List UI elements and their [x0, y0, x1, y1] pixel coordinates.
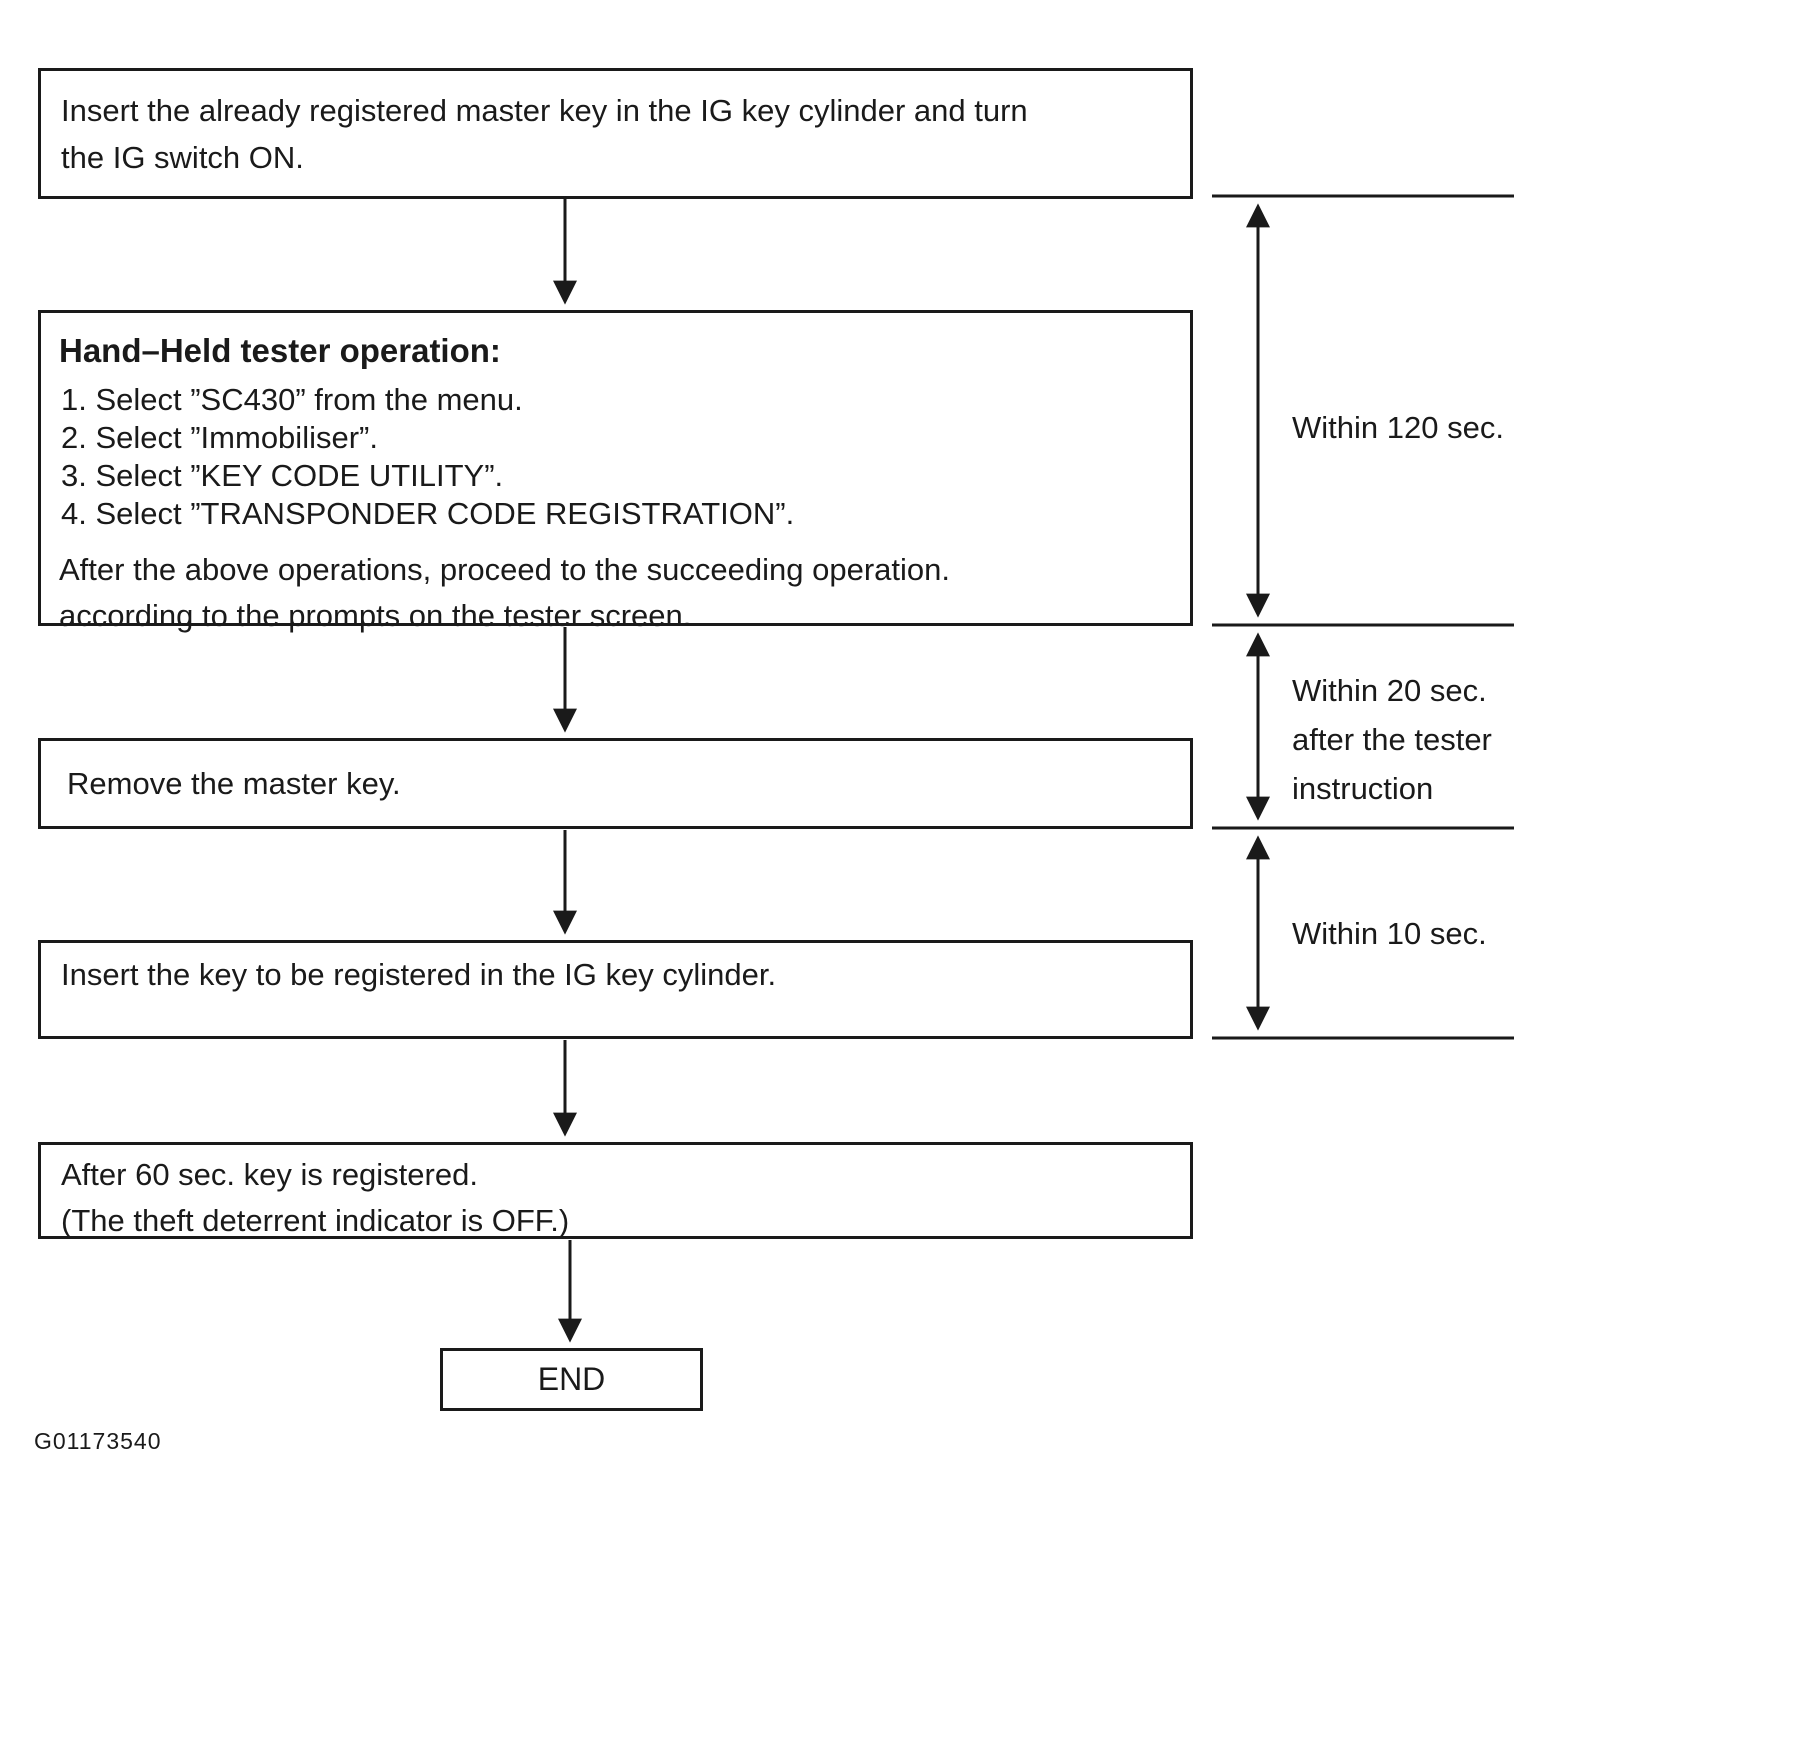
process-box-insert-master-key	[38, 68, 1193, 199]
tester-operation-item: 2. Select ”Immobiliser”.	[61, 420, 378, 455]
timing-label-within-120-sec	[1292, 410, 1504, 446]
tester-operation-item: 1. Select ”SC430” from the menu.	[61, 382, 523, 417]
process-text-line: the IG switch ON.	[61, 140, 304, 175]
timing-text-line: instruction	[1292, 771, 1434, 806]
timing-label-within-10-sec	[1292, 916, 1487, 952]
process-text-line: After the above operations, proceed to the succeeding operation.	[59, 552, 950, 587]
process-text-line: Remove the master key.	[67, 765, 401, 801]
process-box-insert-new-key	[38, 940, 1193, 1039]
timing-text-line: Within 10 sec.	[1292, 916, 1487, 951]
timing-text-line: Within 120 sec.	[1292, 410, 1504, 445]
tester-operation-footer	[59, 547, 1170, 639]
process-box-tester-operation	[38, 310, 1193, 633]
process-text-line: After 60 sec. key is registered.	[61, 1157, 478, 1192]
terminator-box-end	[440, 1348, 703, 1411]
process-text-line: according to the prompts on the tester screen.	[59, 598, 692, 633]
timing-text-line: after the tester	[1292, 722, 1492, 757]
timing-label-within-20-sec	[1292, 666, 1492, 813]
process-text-line: Insert the key to be registered in the IG key cylinder.	[61, 957, 777, 992]
process-box-key-registered	[38, 1142, 1193, 1239]
tester-operation-list	[59, 381, 1170, 533]
process-box-remove-master-key	[38, 738, 1193, 829]
end-label: END	[537, 1361, 606, 1397]
tester-operation-title: Hand–Held tester operation:	[59, 332, 501, 369]
timing-text-line: Within 20 sec.	[1292, 673, 1487, 708]
process-text-line: (The theft deterrent indicator is OFF.)	[61, 1203, 570, 1238]
tester-operation-item: 3. Select ”KEY CODE UTILITY”.	[61, 458, 504, 493]
figure-id-label: G01173540	[34, 1428, 162, 1454]
process-text-line: Insert the already registered master key in the IG key cylinder and turn	[61, 93, 1028, 128]
tester-operation-item: 4. Select ”TRANSPONDER CODE REGISTRATION”.	[61, 496, 795, 531]
